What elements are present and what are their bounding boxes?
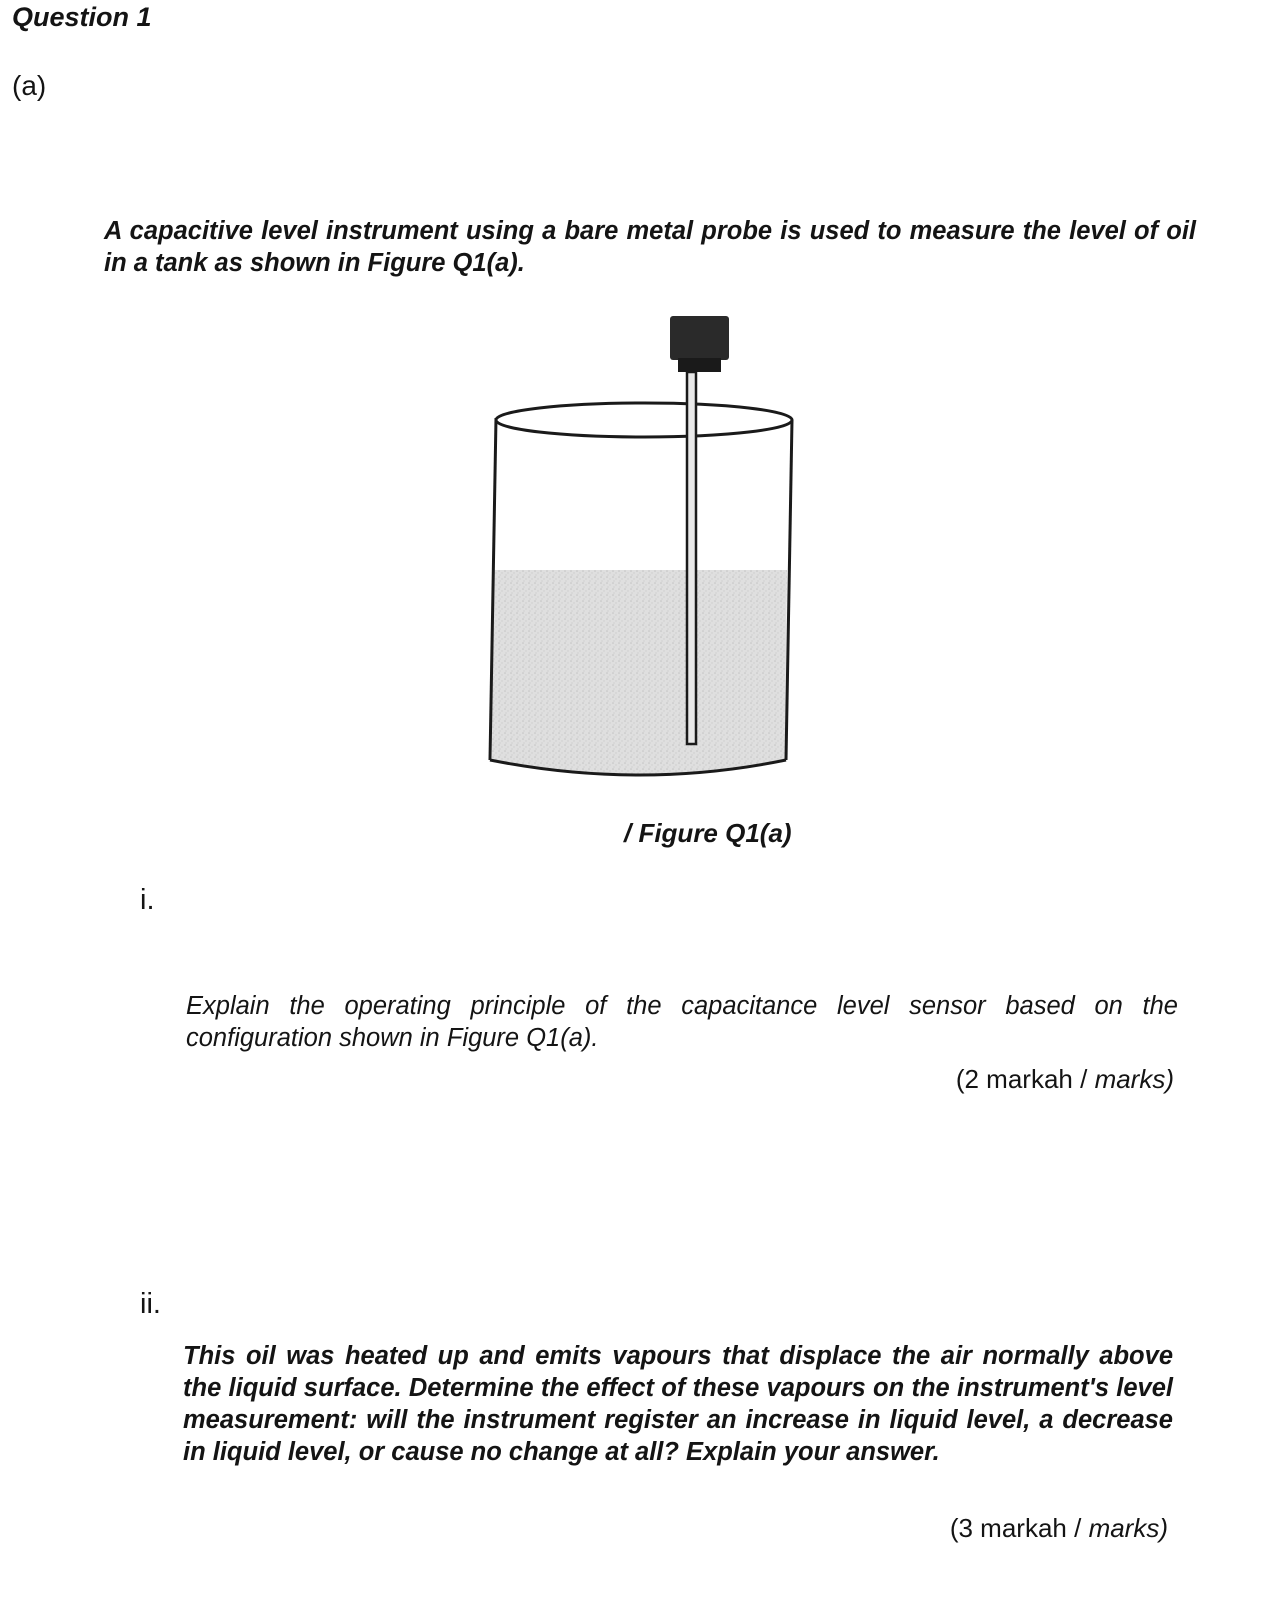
marks-label <box>950 1513 1168 1544</box>
marks-suffix: marks) <box>1094 1064 1174 1094</box>
figure-caption: / Figure Q1(a) <box>624 818 792 848</box>
question-title: Question 1 <box>12 2 152 32</box>
sub-question-number: i. <box>140 884 155 916</box>
probe-head <box>670 316 729 360</box>
probe-head-base <box>678 358 721 372</box>
question-intro: A capacitive level instrument using a bare metal probe is used to measure the level of oil in a tank as shown in Figure Q1(a). <box>104 217 1196 277</box>
marks-label <box>956 1064 1174 1095</box>
tank-diagram <box>480 300 810 800</box>
tank-wall-right <box>786 420 792 760</box>
marks-prefix: (3 markah / <box>949 1513 1089 1543</box>
marks-prefix: (2 markah / <box>955 1064 1095 1094</box>
marks-suffix: marks) <box>1088 1513 1168 1543</box>
probe-rod <box>687 372 696 744</box>
tank-top-rim <box>496 403 792 437</box>
oil-liquid <box>492 570 787 774</box>
sub-question-number: ii. <box>140 1288 161 1320</box>
part-label: (a) <box>12 70 47 101</box>
sub-question-text: Explain the operating principle of the capacitance level sensor based on the configuration shown in Figure Q1(a). <box>186 992 1178 1052</box>
sub-question-text: This oil was heated up and emits vapours that displace the air normally above the liquid surface. Determine the effect of these vapours on the instrument's level measurement: will the instrument register an increase in liquid level, a decrease in liquid level, or cause no change at all? Explain your answer. <box>183 1342 1173 1466</box>
figure-q1a <box>480 300 810 800</box>
